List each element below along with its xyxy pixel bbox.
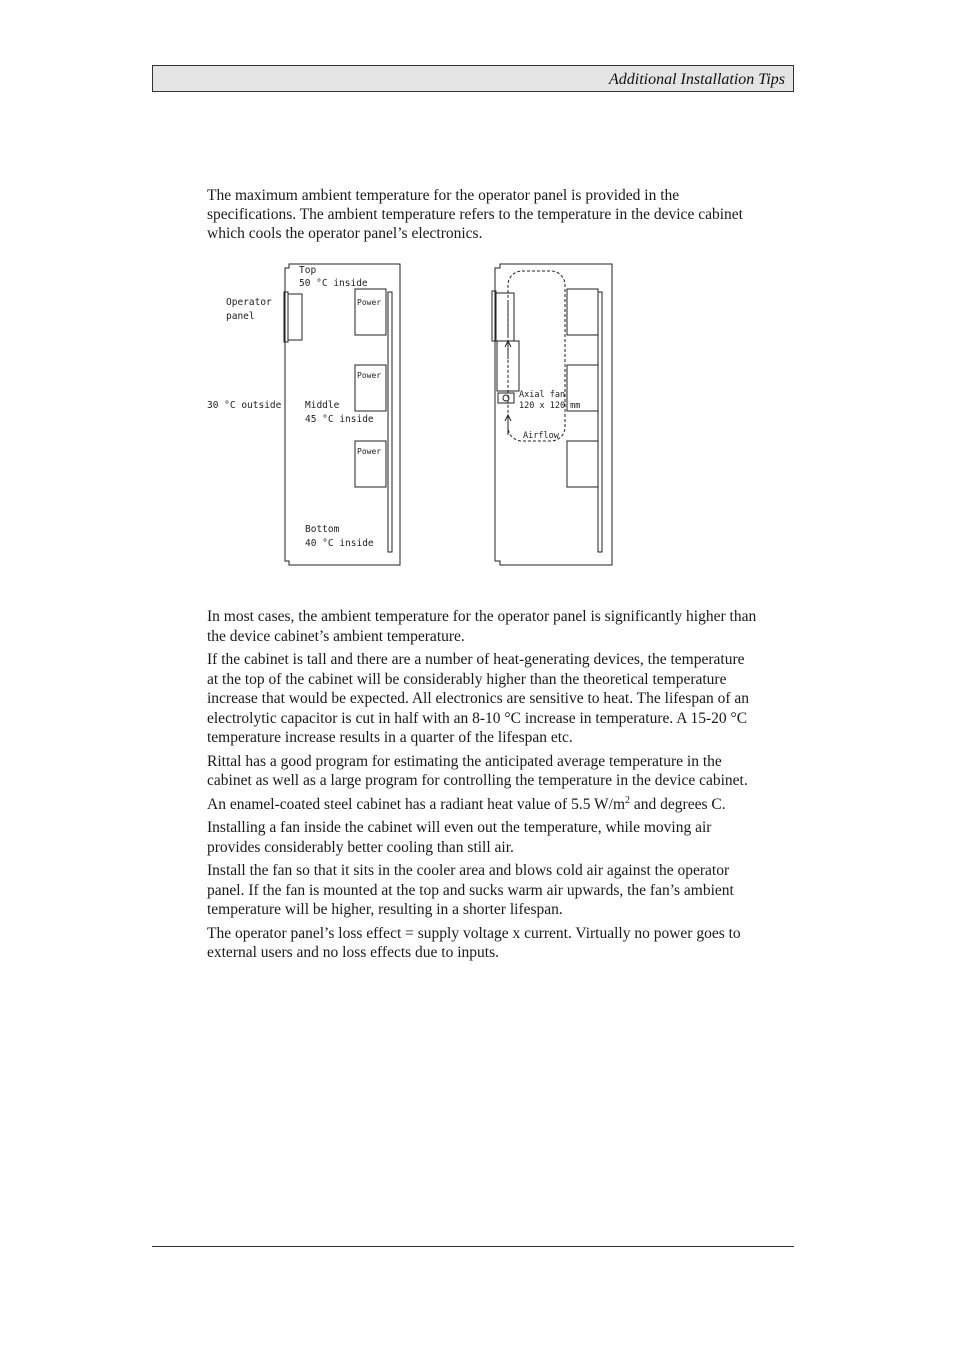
label-middle: Middle bbox=[305, 400, 340, 411]
operator-panel-box bbox=[288, 294, 302, 340]
right-panel-box bbox=[496, 293, 514, 341]
label-outside: 30 °C outside bbox=[207, 400, 282, 411]
footer-rule bbox=[152, 1246, 794, 1247]
label-middle-temp: 45 °C inside bbox=[305, 414, 374, 425]
paragraph-5: Installing a fan inside the cabinet will even out the temperature, while moving air provides considerably better cooling than still air. bbox=[207, 819, 712, 856]
label-top-temp: 50 °C inside bbox=[299, 278, 368, 289]
label-bottom: Bottom bbox=[305, 524, 340, 535]
label-fan-size: 120 x 120 mm bbox=[519, 401, 581, 411]
body-text bbox=[207, 607, 757, 967]
cabinet-diagram bbox=[200, 255, 630, 575]
power-module-1 bbox=[355, 289, 386, 335]
paragraph-6: Install the fan so that it sits in the cooler area and blows cold air against the operator panel. If the fan is mounted at the top and sucks warm air upwards, the fan’s ambient temperature will be higher, resulting in a shorter lifespan. bbox=[207, 862, 734, 918]
label-operator: Operator bbox=[226, 297, 272, 308]
paragraph-4-text: An enamel-coated steel cabinet has a radiant heat value of 5.5 W/m bbox=[207, 795, 626, 813]
paragraph-1: In most cases, the ambient temperature for the operator panel is significantly higher than the device cabinet’s ambient temperature. bbox=[207, 608, 757, 645]
intro-paragraph: The maximum ambient temperature for the operator panel is provided in the specifications. The ambient temperature refers to the temperature in the device cabinet which cools the operator panel’s electronics. bbox=[207, 187, 743, 242]
airflow-up-arrow-1 bbox=[505, 341, 511, 359]
label-axial-fan: Axial fan bbox=[519, 390, 566, 400]
paragraph-4 bbox=[207, 795, 757, 815]
superscript: 2 bbox=[625, 794, 631, 806]
right-mounting-rail bbox=[598, 292, 602, 552]
label-airflow: Airflow bbox=[523, 431, 559, 441]
paragraph-3: Rittal has a good program for estimating the anticipated average temperature in the cabinet as well as a large program for controlling the temperature in the device cabinet. bbox=[207, 752, 748, 789]
airflow-loop bbox=[508, 271, 565, 441]
paragraph-2: If the cabinet is tall and there are a number of heat-generating devices, the temperature at the top of the cabinet will be considerably higher than the theoretical temperature increase that would be expected. All electronics are sensitive to heat. The lifespan of an electrolytic capacitor is cut in half with an 8-10 °C increase in temperature. A 15-20 °C temperature increase results in a quarter of the lifespan etc. bbox=[207, 651, 750, 746]
label-top: Top bbox=[299, 265, 317, 276]
paragraph-7: The operator panel’s loss effect = supply voltage x current. Virtually no power goes to external users and no loss effects due to inputs. bbox=[207, 924, 741, 961]
paragraph-4-tail: and degrees C. bbox=[630, 795, 726, 813]
airflow-up-arrow-2 bbox=[505, 415, 511, 435]
header-title: Additional Installation Tips bbox=[608, 71, 785, 88]
right-module-3 bbox=[567, 441, 598, 487]
label-power-1: Power bbox=[357, 298, 382, 307]
right-cabinet-outline bbox=[495, 264, 612, 565]
label-panel: panel bbox=[226, 311, 255, 322]
page-header bbox=[152, 65, 794, 92]
label-bottom-temp: 40 °C inside bbox=[305, 538, 374, 549]
right-module-1 bbox=[567, 289, 598, 335]
label-power-3: Power bbox=[357, 447, 382, 456]
label-power-2: Power bbox=[357, 371, 382, 380]
left-mounting-rail bbox=[388, 292, 392, 552]
